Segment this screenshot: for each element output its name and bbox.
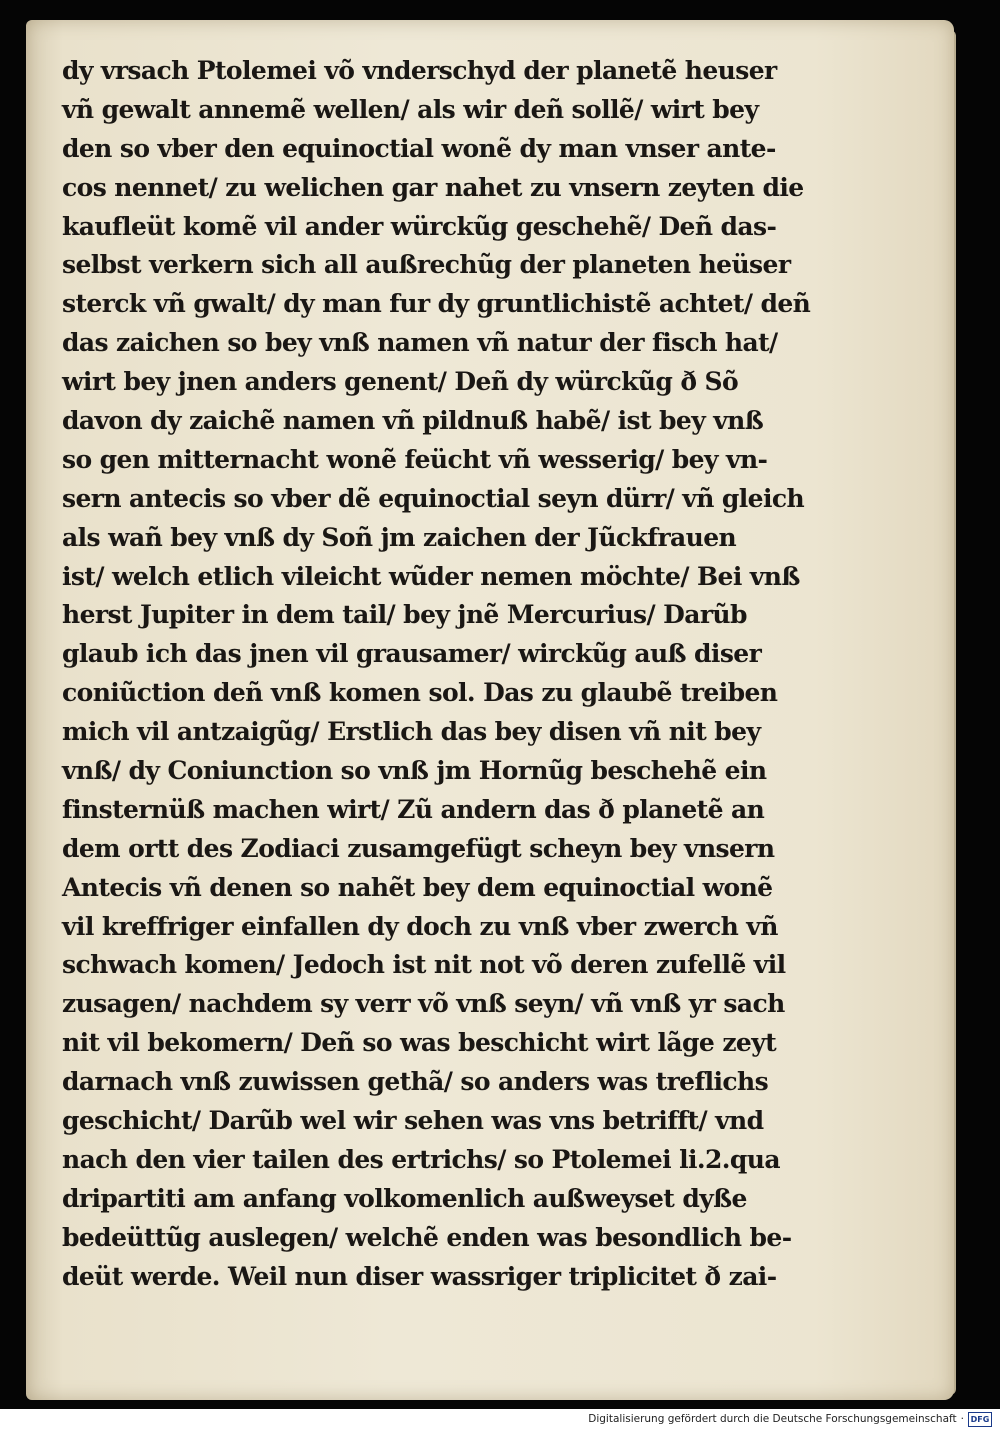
text-line: herst Jupiter in dem tail/ bey jnẽ Mercurius/ Darũb bbox=[62, 600, 747, 630]
text-line: davon dy zaichẽ namen vñ pildnuß habẽ/ ist bey vnß bbox=[62, 406, 764, 436]
text-line: sern antecis so vber dẽ equinoctial seyn dürr/ vñ gleich bbox=[62, 483, 805, 513]
text-line: zusagen/ nachdem sy verr võ vnß seyn/ vñ vnß yr sach bbox=[62, 989, 785, 1019]
text-line: vnß/ dy Coniunction so vnß jm Hornũg beschehẽ ein bbox=[62, 756, 767, 786]
footer-credit: Digitalisierung gefördert durch die Deutsche Forschungsgemeinschaft bbox=[588, 1413, 957, 1425]
footer-separator: · bbox=[960, 1413, 964, 1425]
text-line: selbst verkern sich all außrechũg der planeten heüser bbox=[62, 250, 791, 280]
text-line: deüt werde. Weil nun diser wassriger triplicitet ð zai- bbox=[62, 1261, 777, 1291]
text-line: schwach komen/ Jedoch ist nit not võ deren zufellẽ vil bbox=[62, 950, 786, 980]
text-line: dy vrsach Ptolemei võ vnderschyd der planetẽ heuser bbox=[62, 56, 777, 85]
text-line: wirt bey jnen anders genent/ Deñ dy würckũg ð Sõ bbox=[62, 367, 739, 397]
text-line: finsternüß machen wirt/ Zũ andern das ð planetẽ an bbox=[62, 794, 765, 824]
footer bbox=[588, 1409, 992, 1429]
text-line: so gen mitternacht wonẽ feücht vñ wesserig/ bey vn- bbox=[62, 444, 768, 474]
text-line: bedeüttũg auslegen/ welchẽ enden was besondlich be- bbox=[62, 1222, 792, 1252]
text-line: ist/ welch etlich vileicht wũder nemen möchte/ Bei vnß bbox=[62, 561, 800, 591]
text-line: mich vil antzaigũg/ Erstlich das bey disen vñ nit bey bbox=[62, 717, 761, 747]
text-line: glaub ich das jnen vil grausamer/ wirckũg auß diser bbox=[62, 639, 762, 669]
text-line: das zaichen so bey vnß namen vñ natur der fisch hat/ bbox=[62, 328, 778, 358]
text-line: nach den vier tailen des ertrichs/ so Ptolemei li.2.qua bbox=[62, 1144, 780, 1174]
text-line: nit vil bekomern/ Deñ so was beschicht wirt lãge zeyt bbox=[62, 1028, 777, 1058]
text-line: geschicht/ Darũb wel wir sehen was vns betrifft/ vnd bbox=[62, 1106, 764, 1136]
dfg-logo-icon: DFG bbox=[968, 1412, 992, 1427]
text-line: darnach vnß zuwissen gethã/ so anders was treflichs bbox=[62, 1067, 769, 1097]
text-line: vñ gewalt annemẽ wellen/ als wir deñ sollẽ/ wirt bey bbox=[62, 94, 759, 124]
text-line: Antecis vñ denen so nahẽt bey dem equinoctial wonẽ bbox=[62, 872, 773, 902]
text-line: dem ortt des Zodiaci zusamgefügt scheyn bey vnsern bbox=[62, 833, 775, 863]
text-line: vil kreffriger einfallen dy doch zu vnß vber zwerch vñ bbox=[62, 911, 778, 941]
text-line: kaufleüt komẽ vil ander würckũg geschehẽ/ Deñ das- bbox=[62, 211, 777, 241]
text-line: cos nennet/ zu welichen gar nahet zu vnsern zeyten die bbox=[62, 172, 804, 202]
page-text bbox=[62, 52, 842, 1297]
text-line: sterck vñ gwalt/ dy man fur dy gruntlichistẽ achtet/ deñ bbox=[62, 289, 811, 319]
text-line: den so vber den equinoctial wonẽ dy man vnser ante- bbox=[62, 133, 776, 163]
text-line: coniũction deñ vnß komen sol. Das zu glaubẽ treiben bbox=[62, 678, 778, 708]
text-line: dripartiti am anfang volkomenlich außweyset dyße bbox=[62, 1183, 747, 1213]
text-line: als wañ bey vnß dy Soñ jm zaichen der Jũckfrauen bbox=[62, 522, 737, 552]
